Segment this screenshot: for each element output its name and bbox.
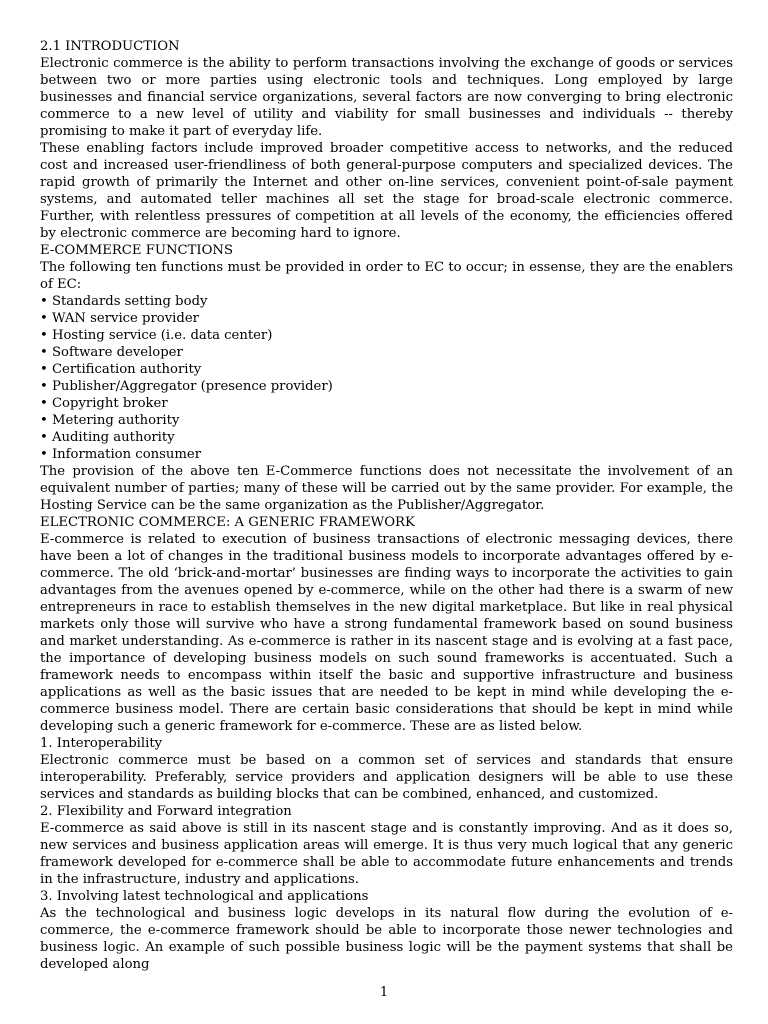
heading-flexibility: 2. Flexibility and Forward integration	[40, 804, 292, 819]
list-item: • Standards setting body	[40, 294, 208, 309]
paragraph-functions-after: The provision of the above ten E-Commerce functions does not necessitate the involvement of an equivalent number of parties; many of these will be carried out by the same provider. For example, the Hosting Service can be the same organization as the Publisher/Aggregator.	[40, 464, 733, 513]
paragraph-functions-intro: The following ten functions must be provided in order to EC to occur; in essense, they are the enablers of EC:	[40, 260, 733, 292]
list-item: • Certification authority	[40, 362, 202, 377]
heading-interoperability: 1. Interoperability	[40, 736, 163, 751]
list-item: • Publisher/Aggregator (presence provider)	[40, 379, 333, 394]
paragraph-intro-2: These enabling factors include improved broader competitive access to networks, and the reduced cost and increased user-friendliness of both general-purpose computers and specialized devices. The rapid growth of primarily the Internet and other on-line services, convenient point-of-sale payment systems, and automated teller machines all set the stage for broad-scale electronic commerce. Further, with relentless pressures of competition at all levels of the economy, the efficiencies offered by electronic commerce are becoming hard to ignore.	[40, 141, 733, 241]
paragraph-intro-1: Electronic commerce is the ability to perform transactions involving the exchange of goods or services between two or more parties using electronic tools and techniques. Long employed by large businesses and financial service organizations, several factors are now converging to bring electronic commerce to a new level of utility and viability for small businesses and individuals -- thereby promising to make it part of everyday life.	[40, 56, 733, 139]
list-item: • Metering authority	[40, 413, 180, 428]
heading-introduction: 2.1 INTRODUCTION	[40, 39, 180, 54]
document-body	[40, 38, 733, 973]
list-item: • Software developer	[40, 345, 183, 360]
list-item: • Copyright broker	[40, 396, 168, 411]
page-number: 1	[379, 985, 389, 1000]
list-item: • Information consumer	[40, 447, 201, 462]
heading-generic-framework: ELECTRONIC COMMERCE: A GENERIC FRAMEWORK	[40, 515, 415, 530]
paragraph-latest-technology: As the technological and business logic develops in its natural flow during the evolution of e-commerce, the e-commerce framework should be able to incorporate those newer technologies and business logic. An example of such possible business logic will be the payment systems that shall be developed along	[40, 906, 733, 972]
heading-latest-technology: 3. Involving latest technological and applications	[40, 889, 369, 904]
paragraph-framework: E-commerce is related to execution of business transactions of electronic messaging devices, there have been a lot of changes in the traditional business models to incorporate advantages offered by e-commerce. The old ‘brick-and-mortar’ businesses are finding ways to incorporate the activities to gain advantages from the avenues opened by e-commerce, while on the other had there is a swarm of new entrepreneurs in race to establish themselves in the new digital marketplace. But like in real physical markets only those will survive who have a strong fundamental framework based on sound business and market understanding. As e-commerce is rather in its nascent stage and is evolving at a fast pace, the importance of developing business models on such sound frameworks is accentuated. Such a framework needs to encompass within itself the basic and supportive infrastructure and business applications as well as the basic issues that are needed to be kept in mind while developing the e-commerce business model. There are certain basic considerations that should be kept in mind while developing such a generic framework for e-commerce. These are as listed below.	[40, 532, 733, 734]
paragraph-flexibility: E-commerce as said above is still in its nascent stage and is constantly improving. And as it does so, new services and business application areas will emerge. It is thus very much logical that any generic framework developed for e-commerce shall be able to accommodate future enhancements and trends in the infrastructure, industry and applications.	[40, 821, 733, 887]
list-item: • Hosting service (i.e. data center)	[40, 328, 273, 343]
list-item: • WAN service provider	[40, 311, 199, 326]
functions-list	[40, 293, 733, 463]
heading-ecommerce-functions: E-COMMERCE FUNCTIONS	[40, 243, 233, 258]
list-item: • Auditing authority	[40, 430, 175, 445]
paragraph-interoperability: Electronic commerce must be based on a common set of services and standards that ensure interoperability. Preferably, service providers and application designers will be able to use these services and standards as building blocks that can be combined, enhanced, and customized.	[40, 753, 733, 802]
